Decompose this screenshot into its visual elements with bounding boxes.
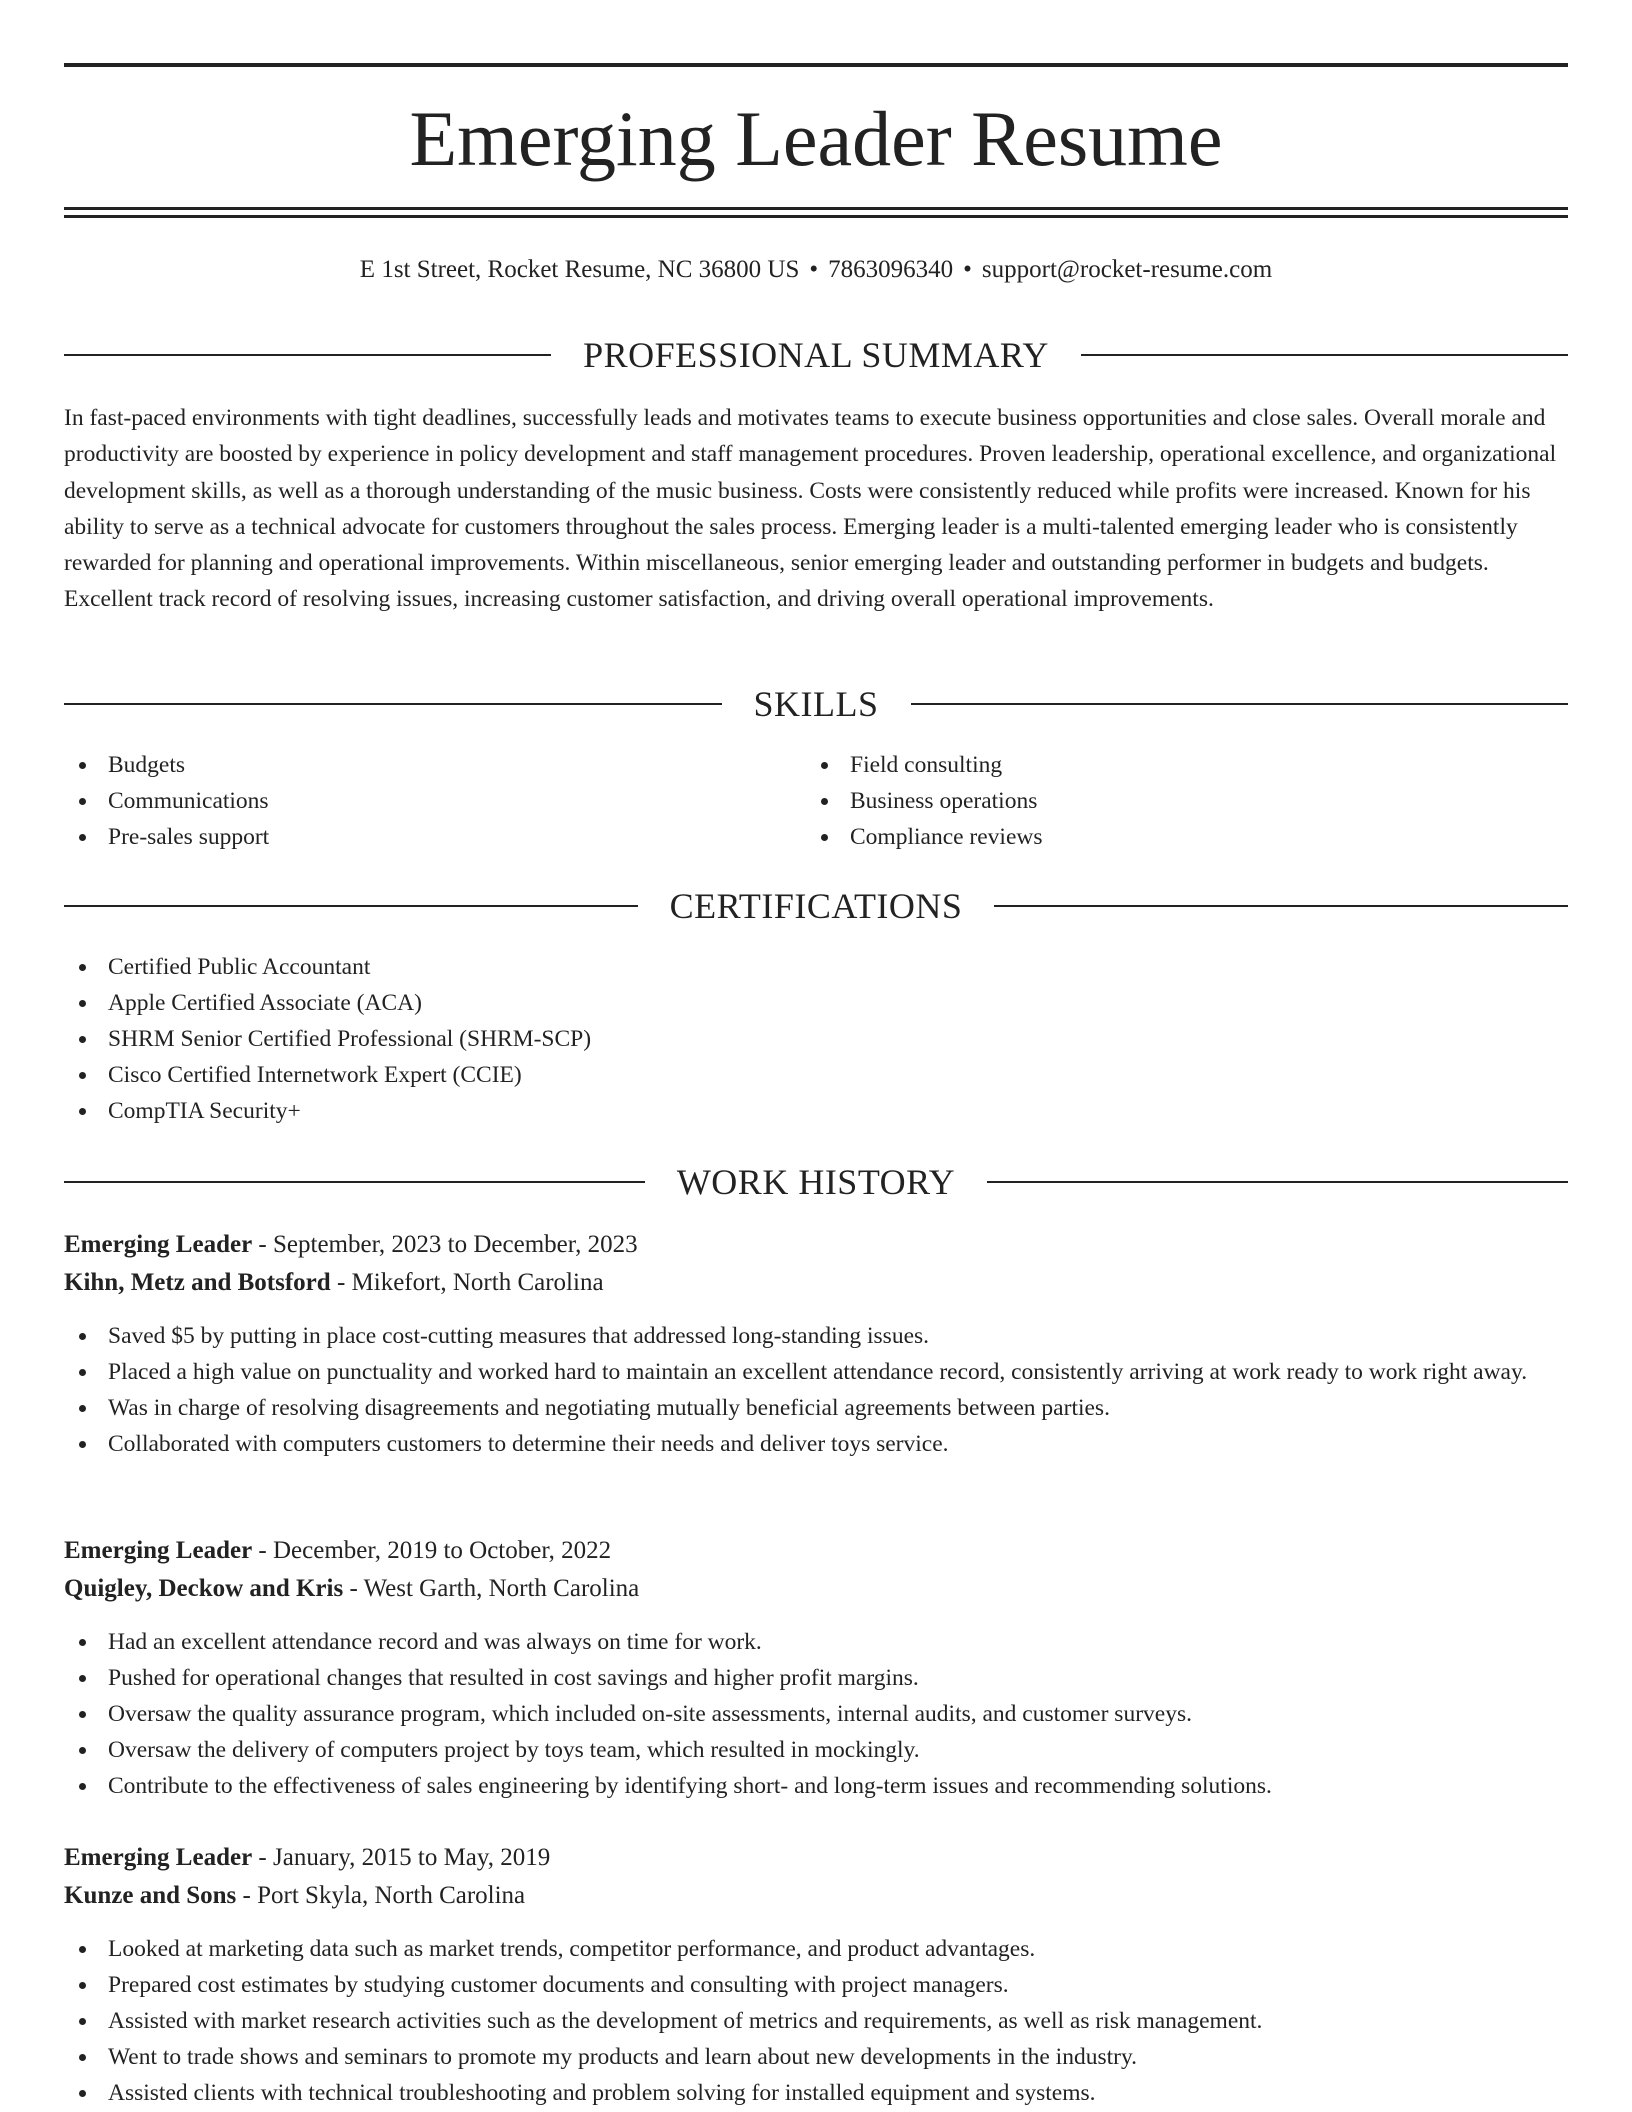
- job-dates: December, 2019 to October, 2022: [273, 1537, 612, 1564]
- certifications-heading: [64, 886, 1568, 926]
- title-rule-upper: [64, 207, 1568, 210]
- job-entry: [64, 1839, 1568, 2111]
- job-entry: [64, 1532, 1568, 1804]
- job-location: Port Skyla, North Carolina: [257, 1882, 526, 1909]
- skill-item: Compliance reviews: [806, 819, 1506, 855]
- job-company-line: [64, 1264, 1568, 1302]
- heading-rule-right: [994, 905, 1568, 907]
- certification-item: Certified Public Accountant: [64, 949, 1568, 985]
- job-title: Emerging Leader: [64, 1231, 253, 1258]
- resume-title: Emerging Leader Resume: [409, 95, 1223, 182]
- job-dash: -: [330, 1269, 352, 1296]
- job-bullet: Collaborated with computers customers to determine their needs and deliver toys service.: [64, 1426, 1568, 1462]
- job-bullet: Prepared cost estimates by studying customer documents and consulting with project managers.: [64, 1967, 1568, 2003]
- certifications-heading-label: CERTIFICATIONS: [669, 886, 963, 926]
- heading-rule-left: [64, 1181, 645, 1183]
- contact-email: support@rocket-resume.com: [981, 256, 1273, 283]
- skills-heading: [64, 684, 1568, 724]
- job-bullets: [64, 1931, 1568, 2111]
- job-bullet: Had an excellent attendance record and was always on time for work.: [64, 1624, 1568, 1660]
- job-bullet: Oversaw the delivery of computers project by toys team, which resulted in mockingly.: [64, 1732, 1568, 1768]
- job-title: Emerging Leader: [64, 1537, 253, 1564]
- title-rule-lower: [64, 215, 1568, 218]
- job-bullet: Oversaw the quality assurance program, which included on-site assessments, internal audits, and customer surveys.: [64, 1696, 1568, 1732]
- heading-rule-right: [987, 1181, 1568, 1183]
- skills-list-right: [806, 747, 1506, 855]
- job-role-line: [64, 1226, 1568, 1264]
- job-location: West Garth, North Carolina: [363, 1575, 640, 1602]
- certification-item: Cisco Certified Internetwork Expert (CCIE): [64, 1057, 1568, 1093]
- job-company: Kunze and Sons: [64, 1882, 237, 1909]
- job-role-line: [64, 1839, 1568, 1877]
- job-bullets: [64, 1318, 1568, 1462]
- job-bullet: Placed a high value on punctuality and worked hard to maintain an excellent attendance record, consistently arriving at work ready to work right away.: [64, 1354, 1568, 1390]
- job-dash: -: [343, 1575, 364, 1602]
- job-bullet: Was in charge of resolving disagreements and negotiating mutually beneficial agreements between parties.: [64, 1390, 1568, 1426]
- job-role-line: [64, 1532, 1568, 1570]
- job-location: Mikefort, North Carolina: [351, 1269, 604, 1296]
- job-bullet: Assisted clients with technical troubleshooting and problem solving for installed equipment and systems.: [64, 2075, 1568, 2111]
- work-history-heading-label: WORK HISTORY: [676, 1162, 956, 1202]
- heading-rule-left: [64, 703, 722, 705]
- job-dash: -: [236, 1882, 258, 1909]
- summary-text: In fast-paced environments with tight deadlines, successfully leads and motivates teams to execute business opportunities and close sales. Overall morale and productivity are boosted by experience in policy development and staff management procedures. Proven leadership, operational excellence, and organizational development skills, as well as a thorough understanding of the music business. Costs were consistently reduced while profits were increased. Known for his ability to serve as a technical advocate for customers throughout the sales process. Emerging leader is a multi-talented emerging leader who is consistently rewarded for planning and operational improvements. Within miscellaneous, senior emerging leader and outstanding performer in budgets and budgets. Excellent track record of resolving issues, increasing customer satisfaction, and driving overall operational improvements.: [64, 405, 1557, 613]
- job-bullet: Contribute to the effectiveness of sales engineering by identifying short- and long-term issues and recommending solutions.: [64, 1768, 1568, 1804]
- contact-separator: •: [963, 256, 972, 283]
- certification-item: SHRM Senior Certified Professional (SHRM-SCP): [64, 1021, 1568, 1057]
- heading-rule-right: [911, 703, 1569, 705]
- job-bullet: Went to trade shows and seminars to promote my products and learn about new developments in the industry.: [64, 2039, 1568, 2075]
- summary-heading-label: PROFESSIONAL SUMMARY: [583, 335, 1049, 375]
- job-bullet: Assisted with market research activities such as the development of metrics and requirements, as well as risk management.: [64, 2003, 1568, 2039]
- job-entry: [64, 1226, 1568, 1462]
- skills-list-left: [64, 747, 764, 855]
- skills-heading-label: SKILLS: [753, 684, 879, 724]
- job-title: Emerging Leader: [64, 1844, 253, 1871]
- job-company-line: [64, 1570, 1568, 1608]
- job-bullets: [64, 1624, 1568, 1804]
- top-rule: [64, 63, 1568, 67]
- job-dates: September, 2023 to December, 2023: [273, 1231, 638, 1258]
- job-bullet: Pushed for operational changes that resulted in cost savings and higher profit margins.: [64, 1660, 1568, 1696]
- skill-item: Communications: [64, 783, 764, 819]
- job-dash: -: [252, 1537, 273, 1564]
- certification-item: CompTIA Security+: [64, 1093, 1568, 1129]
- work-history-heading: [64, 1162, 1568, 1202]
- contact-line: [64, 253, 1568, 287]
- job-dates: January, 2015 to May, 2019: [273, 1844, 551, 1871]
- skill-item: Field consulting: [806, 747, 1506, 783]
- job-company-line: [64, 1877, 1568, 1915]
- job-bullet: Looked at marketing data such as market trends, competitor performance, and product advantages.: [64, 1931, 1568, 1967]
- skill-item: Pre-sales support: [64, 819, 764, 855]
- job-company: Kihn, Metz and Botsford: [64, 1269, 331, 1296]
- skill-item: Budgets: [64, 747, 764, 783]
- contact-phone: 7863096340: [828, 256, 954, 283]
- summary-heading: [64, 335, 1568, 375]
- job-dash: -: [252, 1231, 273, 1258]
- heading-rule-left: [64, 354, 551, 356]
- contact-address: E 1st Street, Rocket Resume, NC 36800 US: [359, 256, 800, 283]
- job-company: Quigley, Deckow and Kris: [64, 1575, 344, 1602]
- certification-item: Apple Certified Associate (ACA): [64, 985, 1568, 1021]
- job-dash: -: [252, 1844, 273, 1871]
- skill-item: Business operations: [806, 783, 1506, 819]
- certifications-list: [64, 949, 1568, 1129]
- job-bullet: Saved $5 by putting in place cost-cutting measures that addressed long-standing issues.: [64, 1318, 1568, 1354]
- heading-rule-right: [1081, 354, 1568, 356]
- heading-rule-left: [64, 905, 638, 907]
- contact-separator: •: [809, 256, 819, 283]
